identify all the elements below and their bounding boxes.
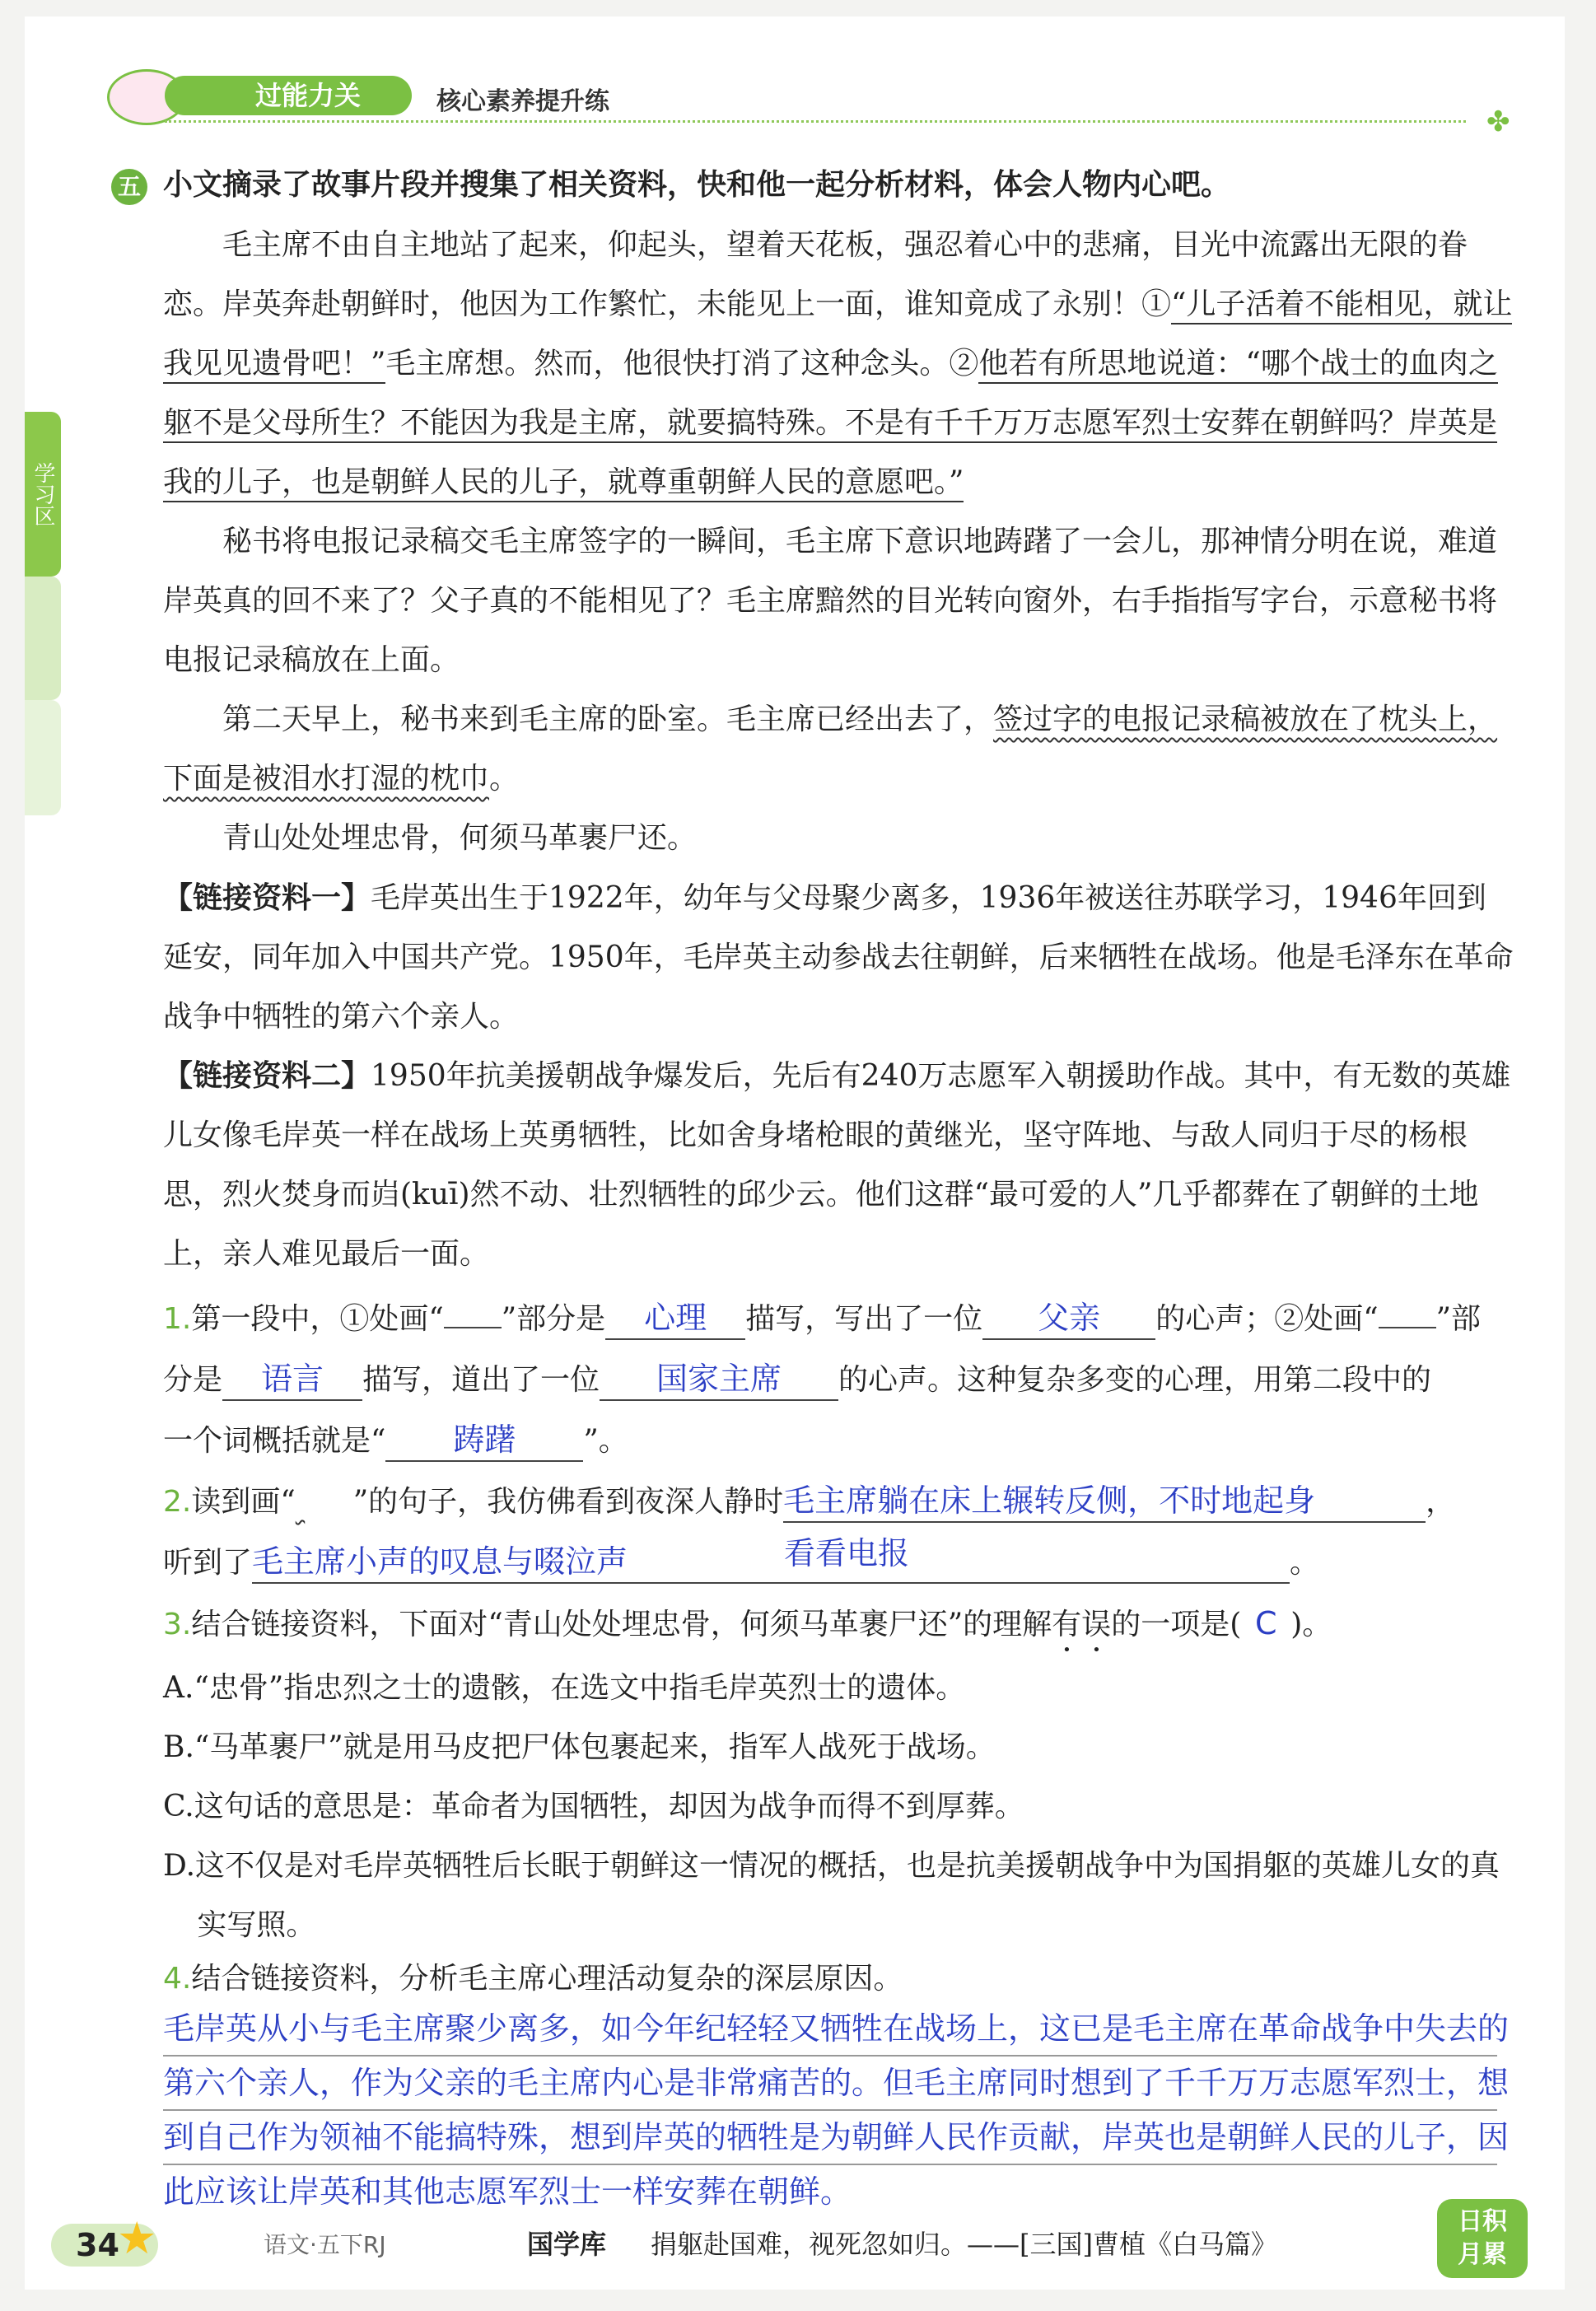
header-divider (165, 120, 1466, 123)
question-1: 1.第一段中，①处画“ ”部分是 心理 描写，写出了一位 父亲 的心声；②处画“ ”部 分是 语言 描写，道出了一位 国家主席 的心声。这种复杂多变的心理，用第二段中的 一个词概括就是“ 踌躇 ”。 (163, 1289, 1514, 1472)
book-label: 语文·五下RJ (264, 2231, 386, 2258)
answer-1a: 心理 (605, 1297, 745, 1340)
side-tab-2 (25, 577, 61, 700)
answer-2a: 毛主席躺在床上辗转反侧，不时地起身 (783, 1480, 1426, 1523)
link-material-2: 【链接资料二】1950年抗美援朝战争爆发后，先后有240万志愿军入朝援助作战。其中，有无数的英雄儿女像毛岸英一样在战场上英勇牺牲，比如舍身堵枪眼的黄继光，坚守阵地、与敌人同归于尽的杨根思，烈火焚身而岿(kuī)然不动、壮烈牺牲的邱少云。他们这群“最可爱的人”几乎都葬在了朝鲜的土地上，亲人难见最后一面。 (163, 1059, 1511, 1271)
answer-1d: 国家主席 (600, 1358, 838, 1401)
header-title: 过能力关 (165, 76, 412, 115)
question-4: 4.结合链接资料，分析毛主席心理活动复杂的深层原因。 (163, 1962, 903, 1996)
story-passage (163, 216, 1514, 868)
question-number-badge: 五 (111, 169, 147, 205)
answer-2b: 毛主席小声的叹息与啜泣声 看看电报 (252, 1541, 1290, 1584)
option-d: D.这不仅是对毛岸英牺牲后长眠于朝鲜这一情况的概括，也是抗美援朝战争中为国捐躯的英雄儿女的真实写照。 (163, 1849, 1500, 1942)
side-tab-study: 学习区 (25, 412, 61, 577)
question-3: 3.结合链接资料，下面对“青山处处埋忠骨，何须马革裹尸还”的理解有误的一项是( C )。 A.“忠骨”指忠烈之士的遗骸，在选文中指毛岸英烈士的遗体。 B.“马革裹尸”就是用马皮把尸体包裹起来，指军人战死于战场。 C.这句话的意思是：革命者为国牺牲，却因为战争而得不到厚葬。 D.这不仅是对毛岸英牺牲后长眠于朝鲜这一情况的概括，也是抗美援朝战争中为国捐躯的英雄儿女的真实写照。 (163, 1594, 1514, 1955)
underline-2: 他若有所思地说道：“哪个战士的血肉之躯不是父母所生？不能因为我是主席，就要搞特殊。不是有千千万万志愿军烈士安葬在朝鲜吗？岸英是我的儿子，也是朝鲜人民的儿子，就尊重朝鲜人民的意愿吧。” (163, 347, 1498, 502)
footer-quote: 捐躯赴国难，视死忽如归。——[三国]曹植《白马篇》 (651, 2229, 1277, 2260)
wavy-underline: 签过字的电报记录稿被放在了枕头上，下面是被泪水打湿的枕巾 (163, 703, 1498, 796)
link-materials (163, 869, 1514, 1284)
underline-1: “儿子活着不能相见，就让我见见遗骨吧！” (163, 287, 1512, 384)
star-mascot-icon: ★ (117, 2212, 157, 2264)
passage-paragraph-2: 秘书将电报记录稿交毛主席签字的一瞬间，毛主席下意识地踌躇了一会儿，那神情分明在说，难道岸英真的回不来了？父子真的不能相见了？毛主席黯然的目光转向窗外，右手指指写字台，示意秘书将电报记录稿放在上面。 (163, 525, 1498, 677)
answer-4: 毛岸英从小与毛主席聚少离多，如今年纪轻轻又牺牲在战场上，这已是毛主席在革命战争中失去的第六个亲人，作为父亲的毛主席内心是非常痛苦的。但毛主席同时想到了千千万万志愿军烈士，想到自己作为领袖不能搞特殊，想到岸英的牺牲是为朝鲜人民作贡献，岸英也是朝鲜人民的儿子，因此应该让岸英和其他志愿军烈士一样安葬在朝鲜。 (163, 2010, 1510, 2210)
link-material-1: 【链接资料一】毛岸英出生于1922年，幼年与父母聚少离多，1936年被送往苏联学习，1946年回到延安，同年加入中国共产党。1950年，毛岸英主动参战去往朝鲜，后来牺牲在战场。他是毛泽东在革命战争中牺牲的第六个亲人。 (163, 881, 1514, 1034)
passage-paragraph-4: 青山处处埋忠骨，何须马革裹尸还。 (222, 821, 698, 855)
side-tab-3 (25, 700, 61, 815)
passage-paragraph-1: 毛主席不由自主地站了起来，仰起头，望着天花板，强忍着心中的悲痛，目光中流露出无限的眷恋。岸英奔赴朝鲜时，他因为工作繁忙，未能见上一面，谁知竟成了永别！①“儿子活着不能相见，就让我见见遗骨吧！”毛主席想。然而，他很快打消了这种念头。②他若有所思地说道：“哪个战士的血肉之躯不是父母所生？不能因为我是主席，就要搞特殊。不是有千千万万志愿军烈士安葬在朝鲜吗？岸英是我的儿子，也是朝鲜人民的儿子，就尊重朝鲜人民的意愿吧。” (163, 216, 1514, 512)
footer-label: 国学库 (527, 2229, 607, 2260)
daily-accumulation-badge: 日积 月累 (1437, 2199, 1528, 2278)
emphasis-dots: 有误 (1052, 1608, 1112, 1641)
answer-1b: 父亲 (982, 1297, 1155, 1340)
option-a: A.“忠骨”指忠烈之士的遗骸，在选文中指毛岸英烈士的遗体。 (163, 1671, 966, 1705)
answer-3: C (1254, 1605, 1277, 1641)
passage-paragraph-3: 第二天早上，秘书来到毛主席的卧室。毛主席已经出去了，签过字的电报记录稿被放在了枕头上，下面是被泪水打湿的枕巾。 (163, 703, 1498, 796)
option-b: B.“马革裹尸”就是用马皮把尸体包裹起来，指军人战死于战场。 (163, 1730, 996, 1764)
question-prompt: 小文摘录了故事片段并搜集了相关资料，快和他一起分析材料，体会人物内心吧。 (163, 168, 1231, 202)
answer-1c: 语言 (222, 1358, 362, 1401)
leaf-icon: ✤ (1486, 105, 1510, 138)
option-c: C.这句话的意思是：革命者为国牺牲，却因为战争而得不到厚葬。 (163, 1790, 1024, 1823)
answer-1e: 踌躇 (385, 1419, 583, 1462)
page-header (91, 76, 1510, 138)
page-footer (25, 2207, 1565, 2273)
question-2: 2.读到画“ ”的句子，我仿佛看到夜深人静时毛主席躺在床上辗转反侧，不时地起身 ， 听到了毛主席小声的叹息与啜泣声 看看电报 。 (163, 1472, 1514, 1594)
header-subtitle: 核心素养提升练 (436, 87, 609, 116)
page-number: 34 (51, 2224, 158, 2267)
